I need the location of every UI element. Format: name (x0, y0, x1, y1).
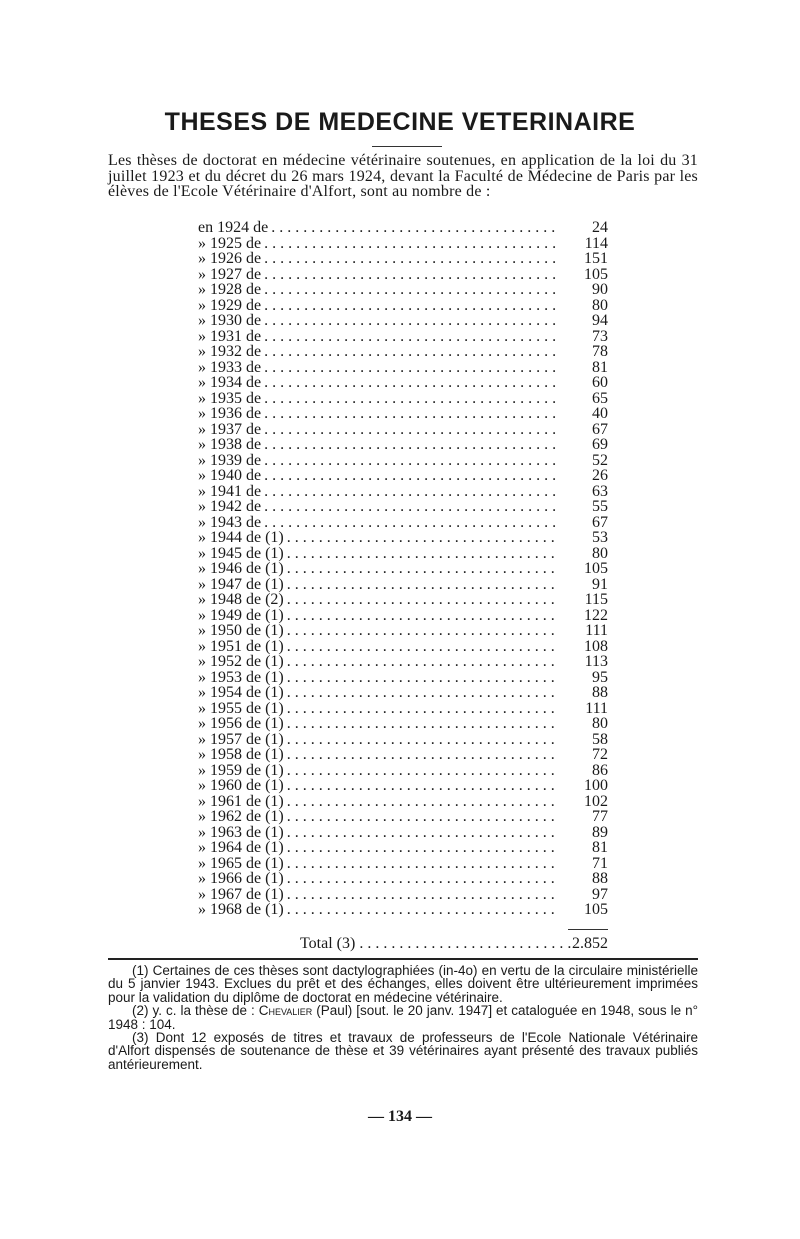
table-row (198, 375, 608, 391)
thesis-count: 67 (592, 420, 608, 438)
table-row (198, 856, 608, 872)
thesis-count: 86 (592, 761, 608, 779)
year-label: » 1951 de (1) (198, 637, 284, 655)
dot-leader (261, 499, 556, 515)
year-label: » 1936 de (198, 405, 262, 422)
table-row (198, 902, 608, 918)
table-row (198, 608, 608, 624)
thesis-count: 80 (592, 296, 608, 314)
thesis-count: 67 (592, 513, 608, 531)
dot-leader (355, 936, 572, 952)
dot-leader (284, 763, 556, 779)
footnote-2 (108, 1004, 698, 1031)
dot-leader (261, 313, 556, 329)
thesis-count: 78 (592, 343, 608, 360)
year-label: » 1928 de (198, 281, 262, 298)
year-label: » 1950 de (1) (198, 622, 284, 639)
year-label: » 1953 de (1) (198, 668, 284, 686)
year-label: » 1955 de (1) (198, 699, 284, 717)
dot-leader (284, 546, 556, 562)
thesis-count: 115 (584, 591, 608, 608)
table-row (198, 236, 608, 252)
dot-leader (261, 453, 556, 469)
year-label: » 1954 de (1) (198, 684, 284, 701)
year-label: » 1965 de (1) (198, 854, 284, 872)
year-label: » 1959 de (1) (198, 761, 284, 779)
table-row (198, 267, 608, 283)
dot-leader (261, 422, 556, 438)
table-row (198, 763, 608, 779)
year-label: » 1956 de (1) (198, 715, 284, 732)
table-row (198, 484, 608, 500)
table-row (198, 561, 608, 577)
table-row (198, 406, 608, 422)
thesis-count: 55 (592, 498, 608, 515)
thesis-count: 122 (584, 606, 608, 624)
dot-leader (268, 220, 556, 236)
table-row (198, 747, 608, 763)
year-label: » 1968 de (1) (198, 901, 284, 918)
thesis-count: 91 (592, 575, 608, 593)
total-divider (568, 929, 608, 930)
year-label: » 1949 de (1) (198, 606, 284, 624)
dot-leader (261, 515, 556, 531)
table-row (198, 840, 608, 856)
thesis-count: 77 (592, 808, 608, 825)
dot-leader (284, 577, 556, 593)
table-row (198, 670, 608, 686)
dot-leader (261, 468, 556, 484)
year-label: » 1939 de (198, 451, 262, 469)
thesis-count: 80 (592, 715, 608, 732)
dot-leader (261, 391, 556, 407)
thesis-count: 114 (584, 234, 608, 252)
year-label: » 1957 de (1) (198, 730, 284, 748)
dot-leader (284, 778, 556, 794)
table-row (198, 654, 608, 670)
table-row (198, 887, 608, 903)
year-label: » 1952 de (1) (198, 653, 284, 670)
year-label: » 1964 de (1) (198, 839, 284, 856)
dot-leader (284, 608, 556, 624)
dot-leader (261, 484, 556, 500)
thesis-count: 100 (584, 777, 608, 794)
dot-leader (284, 670, 556, 686)
dot-leader (284, 871, 556, 887)
dot-leader (284, 840, 556, 856)
year-label: » 1935 de (198, 389, 262, 407)
year-label: » 1943 de (198, 513, 262, 531)
table-row (198, 499, 608, 515)
dot-leader (284, 685, 556, 701)
year-label: » 1926 de (198, 250, 262, 267)
year-label: » 1948 de (2) (198, 591, 284, 608)
table-row (198, 515, 608, 531)
thesis-count: 151 (584, 250, 608, 267)
thesis-count: 97 (592, 885, 608, 903)
table-row (198, 794, 608, 810)
year-label: » 1927 de (198, 265, 262, 283)
table-row (198, 577, 608, 593)
dot-leader (284, 809, 556, 825)
dot-leader (284, 825, 556, 841)
year-label: » 1944 de (1) (198, 529, 284, 546)
dot-leader (261, 298, 556, 314)
dot-leader (261, 344, 556, 360)
dot-leader (284, 639, 556, 655)
dot-leader (284, 887, 556, 903)
thesis-count: 69 (592, 436, 608, 453)
thesis-count: 105 (584, 265, 608, 283)
footnote-1: (1) Certaines de ces thèses sont dactylographiées (in-4o) en vertu de la circulaire ministérielle du 5 janvier 1943. Exclues du prêt et des échanges, elles doivent être ultérieurement imprimées pour la validation du diplôme de doctorat en médecine vétérinaire. (108, 963, 698, 1005)
year-label: » 1932 de (198, 343, 262, 360)
table-row (198, 468, 608, 484)
dot-leader (284, 623, 556, 639)
year-label: » 1963 de (1) (198, 823, 284, 841)
table-row (198, 871, 608, 887)
thesis-count: 94 (592, 312, 608, 329)
thesis-count: 71 (592, 854, 608, 872)
table-row (198, 592, 608, 608)
year-label: » 1934 de (198, 374, 262, 391)
dot-leader (261, 406, 556, 422)
footnote-2-author: Chevalier (258, 1003, 313, 1019)
thesis-count: 105 (584, 560, 608, 577)
table-row (198, 298, 608, 314)
thesis-count: 73 (592, 327, 608, 345)
footnote-3: (3) Dont 12 exposés de titres et travaux de professeurs de l'Ecole Nationale Vétérinaire d'Alfort dispensés de soutenance de thèse et 39 vétérinaires ayant présenté des travaux publiés antérieurement. (108, 1030, 698, 1072)
thesis-count: 95 (592, 668, 608, 686)
table-row (198, 732, 608, 748)
thesis-count: 80 (592, 544, 608, 562)
footnotes (108, 964, 698, 1071)
table-row (198, 422, 608, 438)
year-label: » 1941 de (198, 482, 262, 500)
table-row (198, 809, 608, 825)
dot-leader (284, 794, 556, 810)
year-label: » 1967 de (1) (198, 885, 284, 903)
table-row (198, 530, 608, 546)
year-label: » 1960 de (1) (198, 777, 284, 794)
table-row (198, 546, 608, 562)
table-row (198, 313, 608, 329)
table-row (198, 701, 608, 717)
thesis-count: 63 (592, 482, 608, 500)
thesis-count: 88 (592, 870, 608, 887)
intro-paragraph: Les thèses de doctorat en médecine vétérinaire soutenues, en application de la loi du 31 juillet 1923 et du décret du 26 mars 1924, devant la Faculté de Médecine de Paris par les élèves de l'Ecole Vétérinaire d'Alfort, sont au nombre de : (108, 152, 698, 200)
table-row (198, 251, 608, 267)
dot-leader (261, 267, 556, 283)
dot-leader (261, 236, 556, 252)
table-row (198, 453, 608, 469)
year-label: » 1958 de (1) (198, 746, 284, 763)
thesis-count: 108 (584, 637, 608, 655)
dot-leader (284, 732, 556, 748)
dot-leader (284, 530, 556, 546)
table-row (198, 685, 608, 701)
year-label: en 1924 de (198, 219, 269, 236)
thesis-count: 113 (584, 653, 608, 670)
year-label: » 1940 de (198, 467, 262, 484)
year-label: » 1938 de (198, 436, 262, 453)
year-label: » 1925 de (198, 234, 262, 252)
year-label: » 1937 de (198, 420, 262, 438)
thesis-count: 90 (592, 281, 608, 298)
table-row (198, 825, 608, 841)
dot-leader (284, 592, 556, 608)
year-label: » 1961 de (1) (198, 792, 284, 810)
thesis-count: 40 (592, 405, 608, 422)
dot-leader (261, 375, 556, 391)
year-label: » 1929 de (198, 296, 262, 314)
thesis-count: 81 (592, 839, 608, 856)
page-title: THESES DE MEDECINE VETERINAIRE (164, 108, 636, 136)
dot-leader (261, 360, 556, 376)
year-label: » 1946 de (1) (198, 560, 284, 577)
dot-leader (284, 716, 556, 732)
dot-leader (284, 561, 556, 577)
year-label: » 1945 de (1) (198, 544, 284, 562)
dot-leader (261, 329, 556, 345)
year-label: » 1942 de (198, 498, 262, 515)
footnote-2-text-end: (Paul) [sout. le 20 janv. 1947] et cataloguée en 1948, sous le n° 1948 : 104. (108, 1003, 699, 1032)
thesis-count: 111 (585, 622, 608, 639)
table-row (198, 391, 608, 407)
table-row (198, 329, 608, 345)
table-row (198, 220, 608, 236)
dot-leader (284, 654, 556, 670)
table-row (198, 623, 608, 639)
table-row (198, 778, 608, 794)
year-label: » 1962 de (1) (198, 808, 284, 825)
table-row (198, 344, 608, 360)
thesis-count: 105 (584, 901, 608, 918)
table-row (198, 716, 608, 732)
thesis-count: 26 (592, 467, 608, 484)
table-row (198, 360, 608, 376)
dot-leader (284, 747, 556, 763)
thesis-count: 52 (592, 451, 608, 469)
table-row (198, 437, 608, 453)
year-label: » 1933 de (198, 358, 262, 376)
thesis-count: 24 (592, 219, 608, 236)
dot-leader (284, 701, 556, 717)
thesis-count: 53 (592, 529, 608, 546)
thesis-count: 88 (592, 684, 608, 701)
year-label: » 1930 de (198, 312, 262, 329)
table-row (198, 639, 608, 655)
thesis-count: 89 (592, 823, 608, 841)
table-row (198, 282, 608, 298)
thesis-count: 72 (592, 746, 608, 763)
dot-leader (261, 251, 556, 267)
thesis-count: 65 (592, 389, 608, 407)
year-label: » 1947 de (1) (198, 575, 284, 593)
thesis-count: 60 (592, 374, 608, 391)
total-value: 2.852 (572, 935, 608, 952)
thesis-count: 102 (584, 792, 608, 810)
thesis-count-table (198, 220, 608, 918)
dot-leader (284, 902, 556, 918)
title-divider (372, 146, 442, 147)
dot-leader (261, 437, 556, 453)
dot-leader (261, 282, 556, 298)
year-label: » 1931 de (198, 327, 262, 345)
footnote-2-text: (2) y. c. la thèse de : (132, 1003, 259, 1019)
thesis-count: 111 (585, 699, 608, 717)
total-row (300, 936, 608, 952)
thesis-count: 58 (592, 730, 608, 748)
page-number: — 134 — (368, 1108, 432, 1125)
thesis-count: 81 (592, 358, 608, 376)
total-label: Total (3) (300, 935, 356, 952)
dot-leader (284, 856, 556, 872)
year-label: » 1966 de (1) (198, 870, 284, 887)
footnote-divider (108, 958, 698, 960)
